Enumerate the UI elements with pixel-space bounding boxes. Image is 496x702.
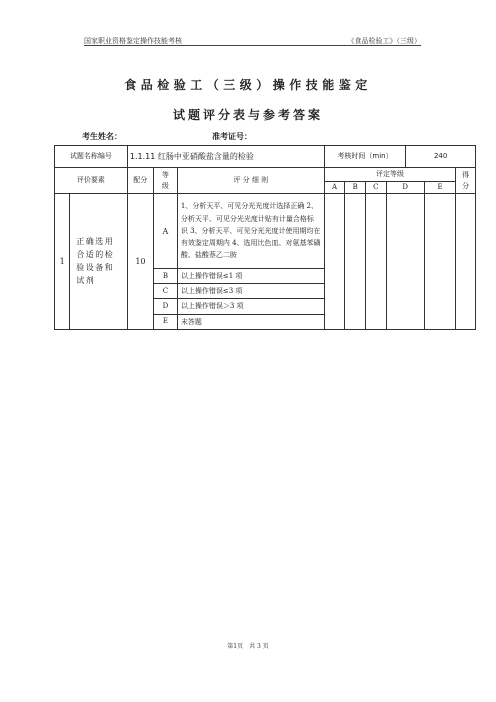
final-score-cell[interactable] bbox=[456, 194, 476, 330]
grade-label: A bbox=[153, 194, 177, 269]
col-final-header: 得分 bbox=[456, 168, 476, 194]
grade-criteria: 1、分析天平、可见分光光度计选择正确 2、分析天平、可见分光光度计贴有计量合格标识 3、分析天平、可见分光光度计使用期均在有效鉴定周期内 4、选用比色皿、对氨基苯磺酸、盐酸萘乙二胺 bbox=[177, 194, 324, 269]
candidate-id-label: 准考证号： bbox=[212, 132, 252, 141]
rating-cell-e[interactable] bbox=[424, 194, 456, 330]
col-grade-header: 等级 bbox=[153, 168, 177, 194]
header-right: 《食品检验工》（三级） bbox=[347, 37, 421, 45]
page-footer: 第1页 共 3 页 bbox=[227, 643, 269, 650]
time-label: 考核时间（min） bbox=[324, 146, 406, 168]
rating-level-e: E bbox=[424, 182, 456, 194]
col-item-header: 评价要素 bbox=[55, 168, 128, 194]
time-value: 240 bbox=[406, 146, 476, 168]
task-row bbox=[55, 146, 476, 168]
grade-label: C bbox=[153, 284, 177, 299]
item-number: 1 bbox=[55, 194, 70, 330]
rating-level-a: A bbox=[324, 182, 345, 194]
rating-level-d: D bbox=[386, 182, 424, 194]
grade-label: D bbox=[153, 299, 177, 314]
rating-level-b: B bbox=[345, 182, 366, 194]
header-left: 国家职业资格鉴定操作技能考核 bbox=[84, 37, 182, 45]
col-rating-header: 评定等级 bbox=[324, 168, 456, 182]
rating-cell-b[interactable] bbox=[345, 194, 366, 330]
item-score: 10 bbox=[127, 194, 153, 330]
grade-row-a bbox=[55, 194, 476, 269]
col-score-header: 配分 bbox=[127, 168, 153, 194]
grade-criteria: 以上操作错误＞3 项 bbox=[177, 299, 324, 314]
header-divider bbox=[84, 45, 421, 46]
rating-cell-c[interactable] bbox=[366, 194, 387, 330]
rating-cell-a[interactable] bbox=[324, 194, 345, 330]
document-subtitle: 试题评分表与参考答案 bbox=[172, 108, 323, 122]
header-row-1 bbox=[55, 168, 476, 182]
task-label: 试题名称编号 bbox=[55, 146, 128, 168]
document-title: 食品检验工（三级）操作技能鉴定 bbox=[124, 78, 372, 92]
scoring-table bbox=[54, 145, 476, 330]
candidate-name-label: 考生姓名： bbox=[82, 132, 122, 141]
grade-label: E bbox=[153, 314, 177, 329]
col-detail-header: 评 分 细 则 bbox=[177, 168, 324, 194]
rating-cell-d[interactable] bbox=[386, 194, 424, 330]
grade-criteria: 未答题 bbox=[177, 314, 324, 329]
task-value: 1.1.11 红肠中亚硝酸盐含量的检验 bbox=[127, 146, 324, 168]
item-description: 正确选用合适的检验设备和试剂 bbox=[70, 194, 128, 330]
grade-label: B bbox=[153, 269, 177, 284]
rating-level-c: C bbox=[366, 182, 387, 194]
grade-criteria: 以上操作错误≤1 项 bbox=[177, 269, 324, 284]
grade-criteria: 以上操作错误≤3 项 bbox=[177, 284, 324, 299]
